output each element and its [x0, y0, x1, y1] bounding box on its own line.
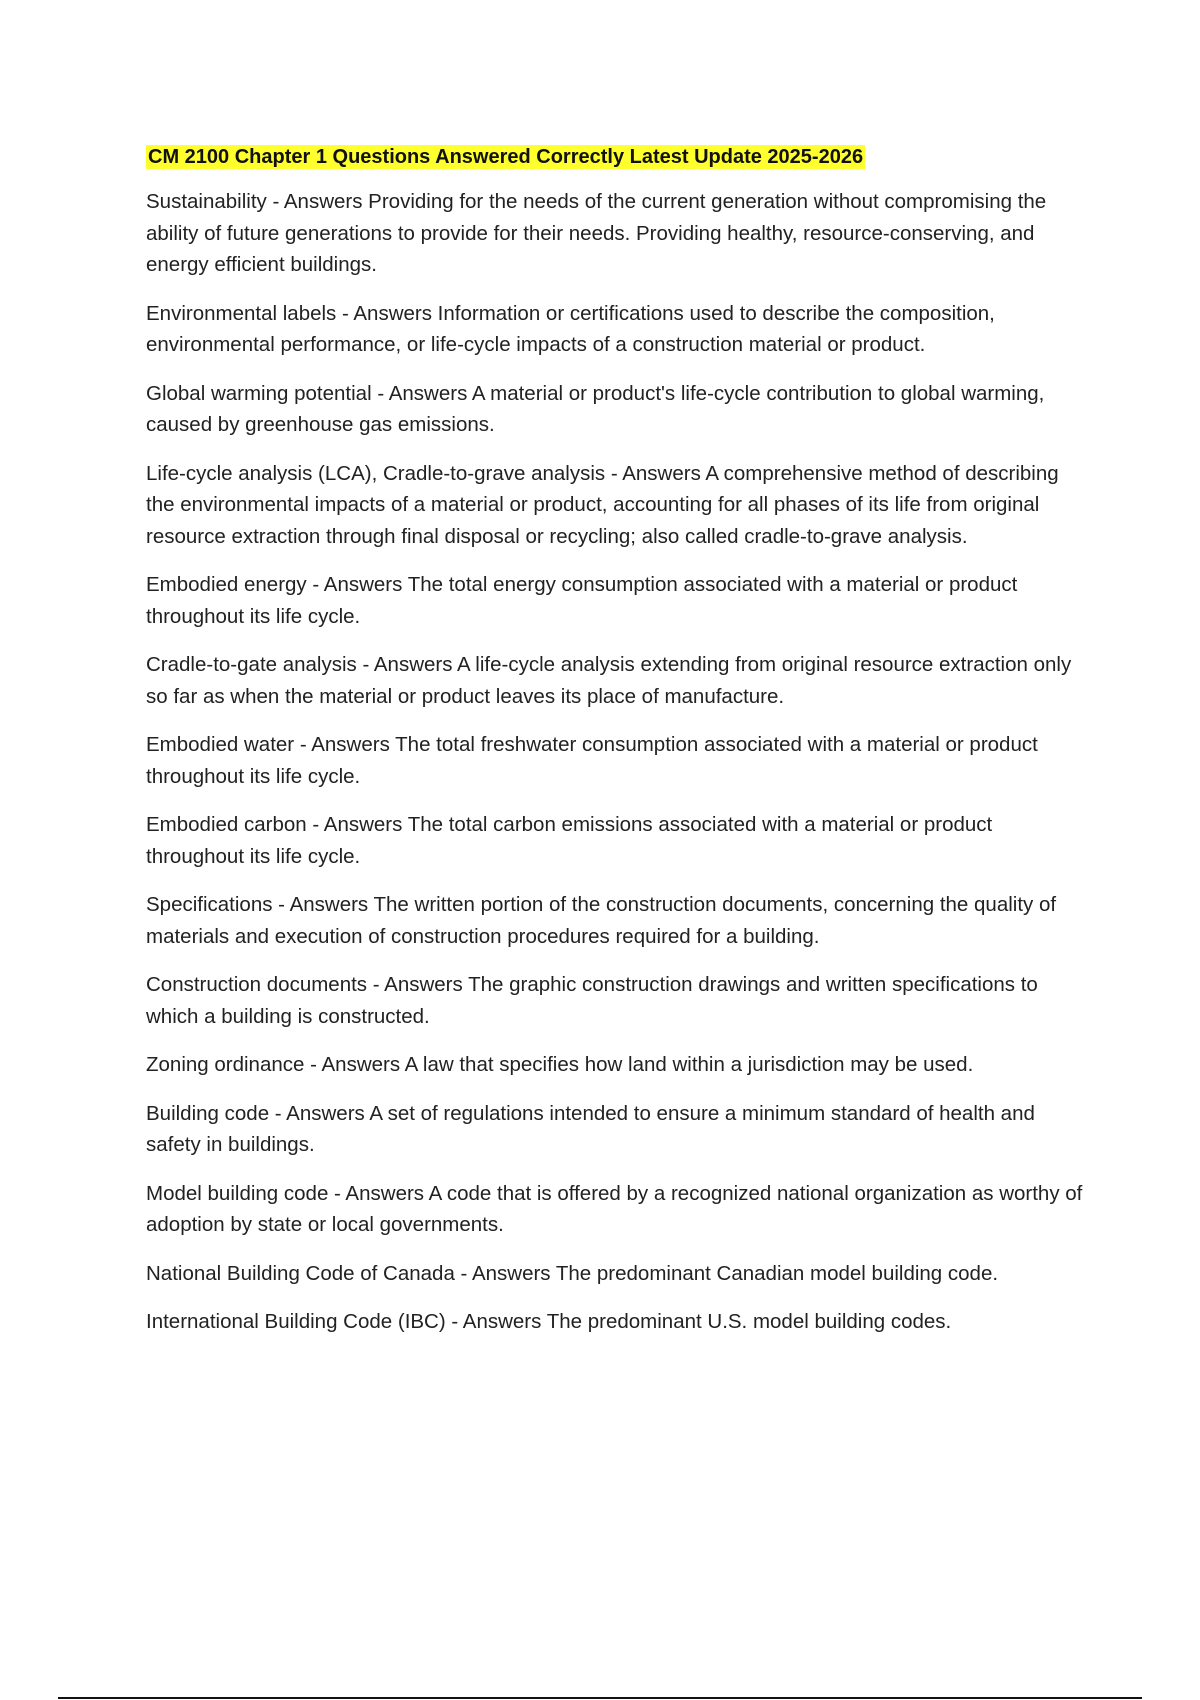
glossary-entry: Global warming potential - Answers A material or product's life-cycle contribution to global warming, caused by greenhouse gas emissions.: [146, 381, 1045, 436]
highlighted-title-text: CM 2100 Chapter 1 Questions Answered Correctly Latest Update 2025-2026: [148, 146, 864, 168]
glossary-entry: Building code - Answers A set of regulations intended to ensure a minimum standard of health and safety in buildings.: [146, 1101, 1035, 1156]
glossary-entry: Sustainability - Answers Providing for the needs of the current generation without compromising the ability of future generations to provide for their needs. Providing healthy, resource-conserving, and energy efficient buildings.: [146, 190, 1047, 276]
glossary-entry: National Building Code of Canada - Answers The predominant Canadian model building code.: [146, 1261, 999, 1285]
glossary-entry: Embodied energy - Answers The total energy consumption associated with a material or product throughout its life cycle.: [146, 573, 1018, 628]
document-content: [146, 142, 1086, 1355]
glossary-entry: Model building code - Answers A code that is offered by a recognized national organization as worthy of adoption by state or local governments.: [146, 1181, 1083, 1236]
glossary-entry: Life-cycle analysis (LCA), Cradle-to-grave analysis - Answers A comprehensive method of describing the environmental impacts of a material or product, accounting for all phases of its life from original resource extraction through final disposal or recycling; also called cradle-to-grave analysis.: [146, 461, 1059, 548]
document-title: [146, 142, 1086, 172]
page-bottom-rule: [58, 1697, 1142, 1699]
glossary-entry-list: [146, 186, 1086, 1338]
glossary-entry: Environmental labels - Answers Information or certifications used to describe the composition, environmental performance, or life-cycle impacts of a construction material or product.: [146, 301, 995, 356]
glossary-entry: Embodied water - Answers The total freshwater consumption associated with a material or product throughout its life cycle.: [146, 733, 1038, 788]
glossary-entry: Cradle-to-gate analysis - Answers A life-cycle analysis extending from original resource extraction only so far as when the material or product leaves its place of manufacture.: [146, 653, 1072, 708]
glossary-entry: Construction documents - Answers The graphic construction drawings and written specifications to which a building is constructed.: [146, 973, 1038, 1028]
glossary-entry: Zoning ordinance - Answers A law that specifies how land within a jurisdiction may be used.: [146, 1053, 974, 1076]
glossary-entry: Specifications - Answers The written portion of the construction documents, concerning the quality of materials and execution of construction procedures required for a building.: [146, 893, 1057, 948]
glossary-entry: Embodied carbon - Answers The total carbon emissions associated with a material or product throughout its life cycle.: [146, 813, 993, 868]
glossary-entry: International Building Code (IBC) - Answers The predominant U.S. model building codes.: [146, 1310, 952, 1333]
